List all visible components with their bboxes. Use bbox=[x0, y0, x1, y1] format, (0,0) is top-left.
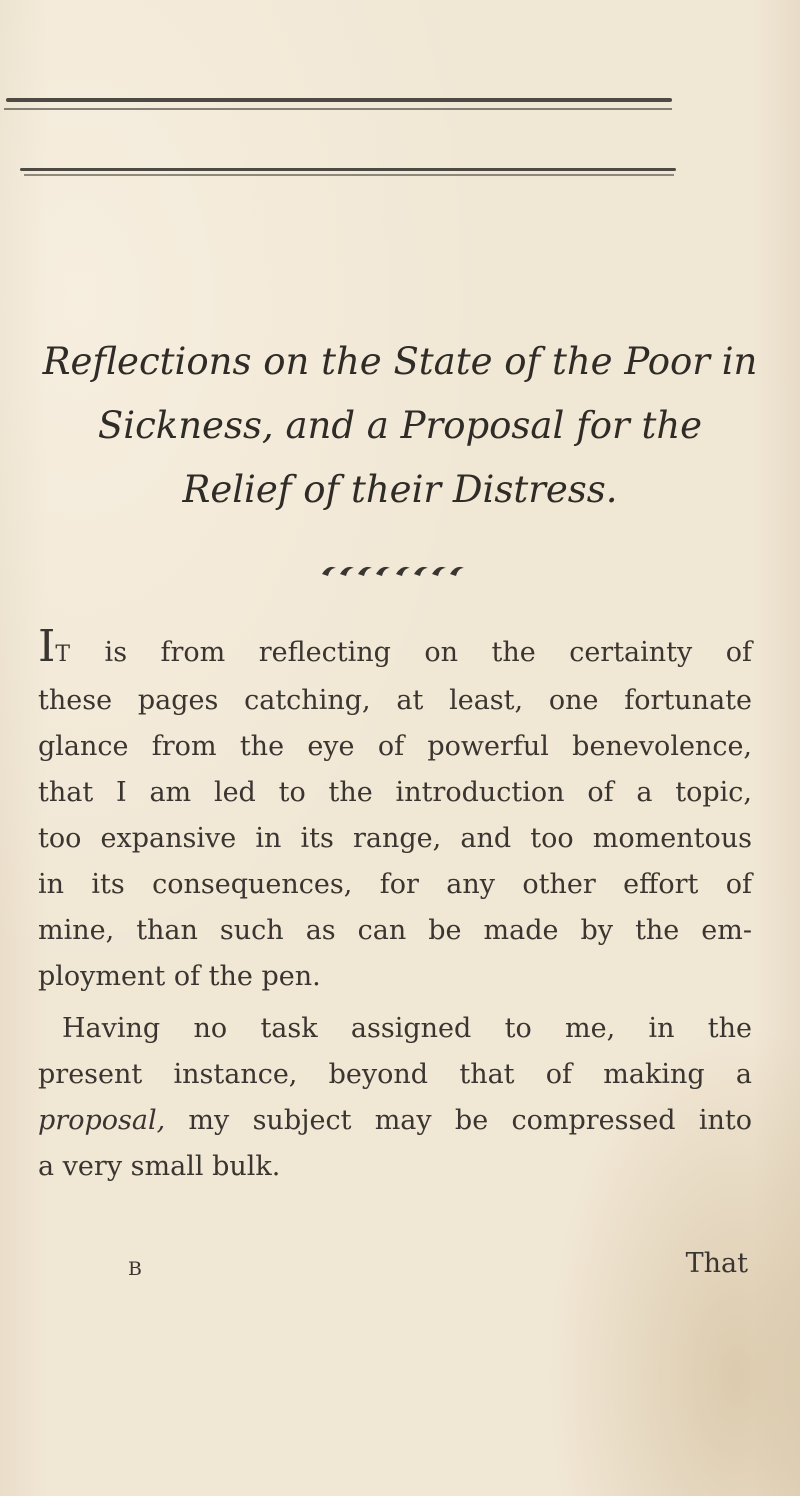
signature-mark: B bbox=[128, 1258, 142, 1280]
title-line: Reflections on the State of the Poor in bbox=[42, 340, 758, 383]
italic-word: proposal, bbox=[38, 1105, 166, 1136]
catchword: That bbox=[685, 1248, 748, 1279]
top-rule-upper-thin bbox=[4, 108, 672, 110]
page-footer bbox=[38, 1248, 752, 1294]
title-line: Sickness, and a Proposal for the bbox=[97, 404, 703, 447]
text-line: glance from the eye of powerful benevolence, bbox=[38, 731, 752, 762]
top-rule-upper bbox=[6, 98, 672, 102]
text-line: mine, than such as can be made by the em- bbox=[38, 915, 752, 946]
page-title bbox=[40, 330, 760, 522]
text-line: that I am led to the introduction of a topic, bbox=[38, 777, 752, 808]
top-rule-lower-thin bbox=[24, 174, 674, 176]
text-line: too expansive in its range, and too momentous bbox=[38, 823, 752, 854]
ornament-divider bbox=[320, 560, 470, 582]
paragraph-1 bbox=[38, 621, 752, 1000]
text-line bbox=[38, 1098, 752, 1144]
lead-letter: T bbox=[55, 642, 72, 667]
text-line: Having no task assigned to me, in the bbox=[62, 1013, 752, 1044]
first-line-text: is from reflecting on the certainty of bbox=[71, 637, 752, 668]
text-line: ployment of the pen. bbox=[38, 961, 321, 992]
top-rule-lower bbox=[20, 168, 676, 171]
text-line: these pages catching, at least, one fortunate bbox=[38, 685, 752, 716]
title-line: Relief of their Distress. bbox=[182, 468, 618, 511]
text-line: present instance, beyond that of making a bbox=[38, 1059, 752, 1090]
text-line: in its consequences, for any other effort of bbox=[38, 869, 752, 900]
text-line: a very small bulk. bbox=[38, 1151, 281, 1182]
paragraph-2 bbox=[38, 1006, 752, 1190]
text-line bbox=[38, 621, 752, 678]
drop-cap: I bbox=[38, 621, 56, 672]
ornament-fleurons bbox=[322, 567, 464, 576]
body-text bbox=[38, 621, 752, 1190]
line-text: my subject may be compressed into bbox=[165, 1105, 752, 1136]
